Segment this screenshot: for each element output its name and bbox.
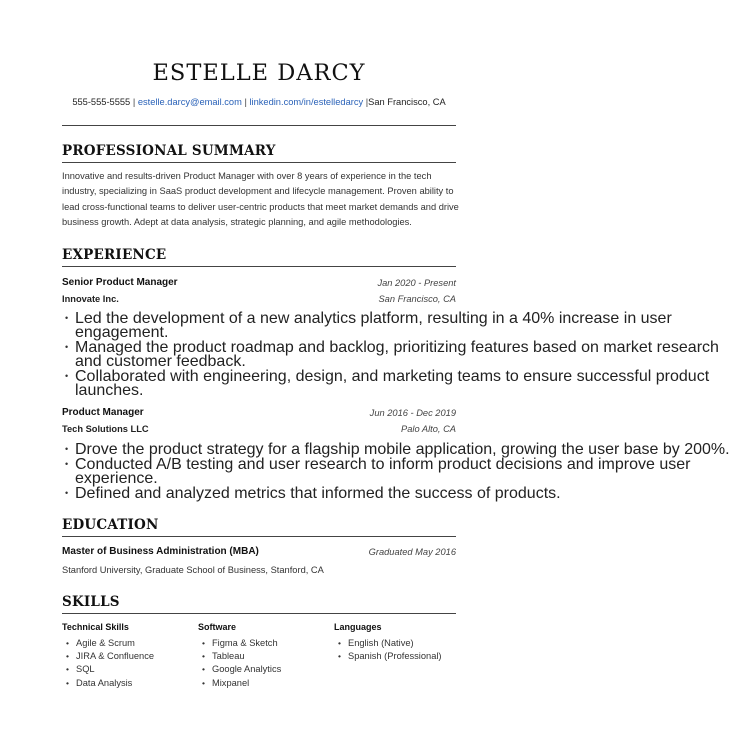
- skills-column-heading: Technical Skills: [62, 622, 129, 632]
- school-name: Stanford University, Graduate School of Business, Stanford, CA: [62, 565, 324, 575]
- company-name: Innovate Inc.: [62, 294, 119, 304]
- summary-text: [62, 169, 459, 230]
- bullet-dot: •: [202, 677, 205, 688]
- skills-column-heading: Software: [198, 622, 237, 632]
- separator: |: [365, 97, 369, 107]
- company-name: Tech Solutions LLC: [62, 424, 149, 434]
- bullet-dot: •: [202, 664, 205, 675]
- skill-item: • Tableau: [198, 650, 328, 663]
- summary-line: business growth. Adept at data analysis, strategic planning, and agile methodologies.: [62, 216, 412, 227]
- bullet-line: launches.: [75, 381, 144, 399]
- bullet-dot: •: [66, 664, 69, 675]
- bullet-line: Drove the product strategy for a flagship mobile application, growing the user base by 200%.: [75, 441, 730, 458]
- job-location: San Francisco, CA: [378, 294, 456, 304]
- skills-column-languages: [334, 622, 464, 663]
- graduation-date: Graduated May 2016: [368, 547, 456, 557]
- bullet-dot: •: [202, 651, 205, 662]
- bullet-line: Conducted A/B testing and user research to inform product decisions and improve user: [75, 456, 691, 473]
- candidate-name: ESTELLE DARCY: [152, 60, 366, 86]
- summary-line: lead cross-functional teams to deliver user-centric products that meet market demands and drive: [62, 201, 459, 212]
- bullet-line: experience.: [75, 469, 158, 487]
- summary-heading: PROFESSIONAL SUMMARY: [62, 143, 276, 159]
- skills-column-heading: Languages: [334, 622, 382, 632]
- email-link[interactable]: estelle.darcy@email.com: [137, 97, 242, 107]
- education-divider: [62, 536, 456, 537]
- experience-divider: [62, 266, 456, 267]
- skills-column-technical: [62, 622, 192, 690]
- bullet-line: and customer feedback.: [75, 352, 246, 370]
- bullet-line: Defined and analyzed metrics that informed the success of products.: [75, 485, 561, 502]
- summary-line: Innovative and results-driven Product Manager with over 8 years of experience in the tech: [62, 171, 432, 181]
- header-divider: [62, 125, 456, 126]
- degree-title: Master of Business Administration (MBA): [62, 546, 259, 557]
- skill-item: • Figma & Sketch: [198, 637, 328, 650]
- bullet-dot: •: [65, 342, 69, 352]
- bullet-dot: •: [338, 651, 341, 662]
- bullet-line: Led the development of a new analytics platform, resulting in a 40% increase in user: [75, 310, 672, 327]
- bullet-dot: •: [65, 488, 69, 498]
- job-location: Palo Alto, CA: [401, 424, 456, 434]
- job-title: Product Manager: [62, 407, 144, 418]
- skills-divider: [62, 613, 456, 614]
- bullet-dot: •: [66, 677, 69, 688]
- skill-item: • English (Native): [334, 637, 464, 650]
- summary-line: industry, specializing in SaaS product development and lifecycle management. Proven ability to: [62, 186, 454, 197]
- bullet-dot: •: [65, 444, 69, 454]
- bullet-line: Managed the product roadmap and backlog, prioritizing features based on market research: [75, 339, 719, 356]
- experience-heading: EXPERIENCE: [62, 247, 167, 263]
- skill-item: • SQL: [62, 663, 192, 676]
- separator: |: [244, 97, 247, 107]
- skill-item: • Google Analytics: [198, 663, 328, 676]
- bullet-dot: •: [66, 638, 69, 648]
- bullet-dot: •: [202, 638, 205, 648]
- skills-column-software: [198, 622, 328, 690]
- job-dates: Jan 2020 - Present: [377, 278, 456, 288]
- skill-item: • JIRA & Confluence: [62, 650, 192, 663]
- job-dates: Jun 2016 - Dec 2019: [369, 408, 456, 418]
- bullet-dot: •: [65, 371, 69, 381]
- job-title: Senior Product Manager: [62, 277, 178, 288]
- contact-line: [52, 97, 466, 107]
- skill-item: • Data Analysis: [62, 677, 192, 690]
- linkedin-link[interactable]: linkedin.com/in/estelledarcy: [249, 97, 364, 107]
- skill-item: • Agile & Scrum: [62, 637, 192, 650]
- bullet-dot: •: [65, 313, 69, 323]
- skills-heading: SKILLS: [62, 594, 120, 610]
- skill-item: • Mixpanel: [198, 677, 328, 690]
- bullet-line: engagement.: [75, 323, 169, 341]
- phone-number: 555-555-5555: [72, 97, 131, 107]
- education-heading: EDUCATION: [62, 517, 159, 533]
- skill-item: • Spanish (Professional): [334, 650, 464, 663]
- bullet-line: Collaborated with engineering, design, and marketing teams to ensure successful product: [75, 368, 710, 385]
- contact-location: San Francisco, CA: [368, 97, 446, 107]
- separator: |: [132, 97, 136, 107]
- bullet-dot: •: [66, 651, 69, 662]
- bullet-dot: •: [338, 638, 341, 648]
- summary-divider: [62, 162, 456, 163]
- bullet-dot: •: [65, 459, 69, 469]
